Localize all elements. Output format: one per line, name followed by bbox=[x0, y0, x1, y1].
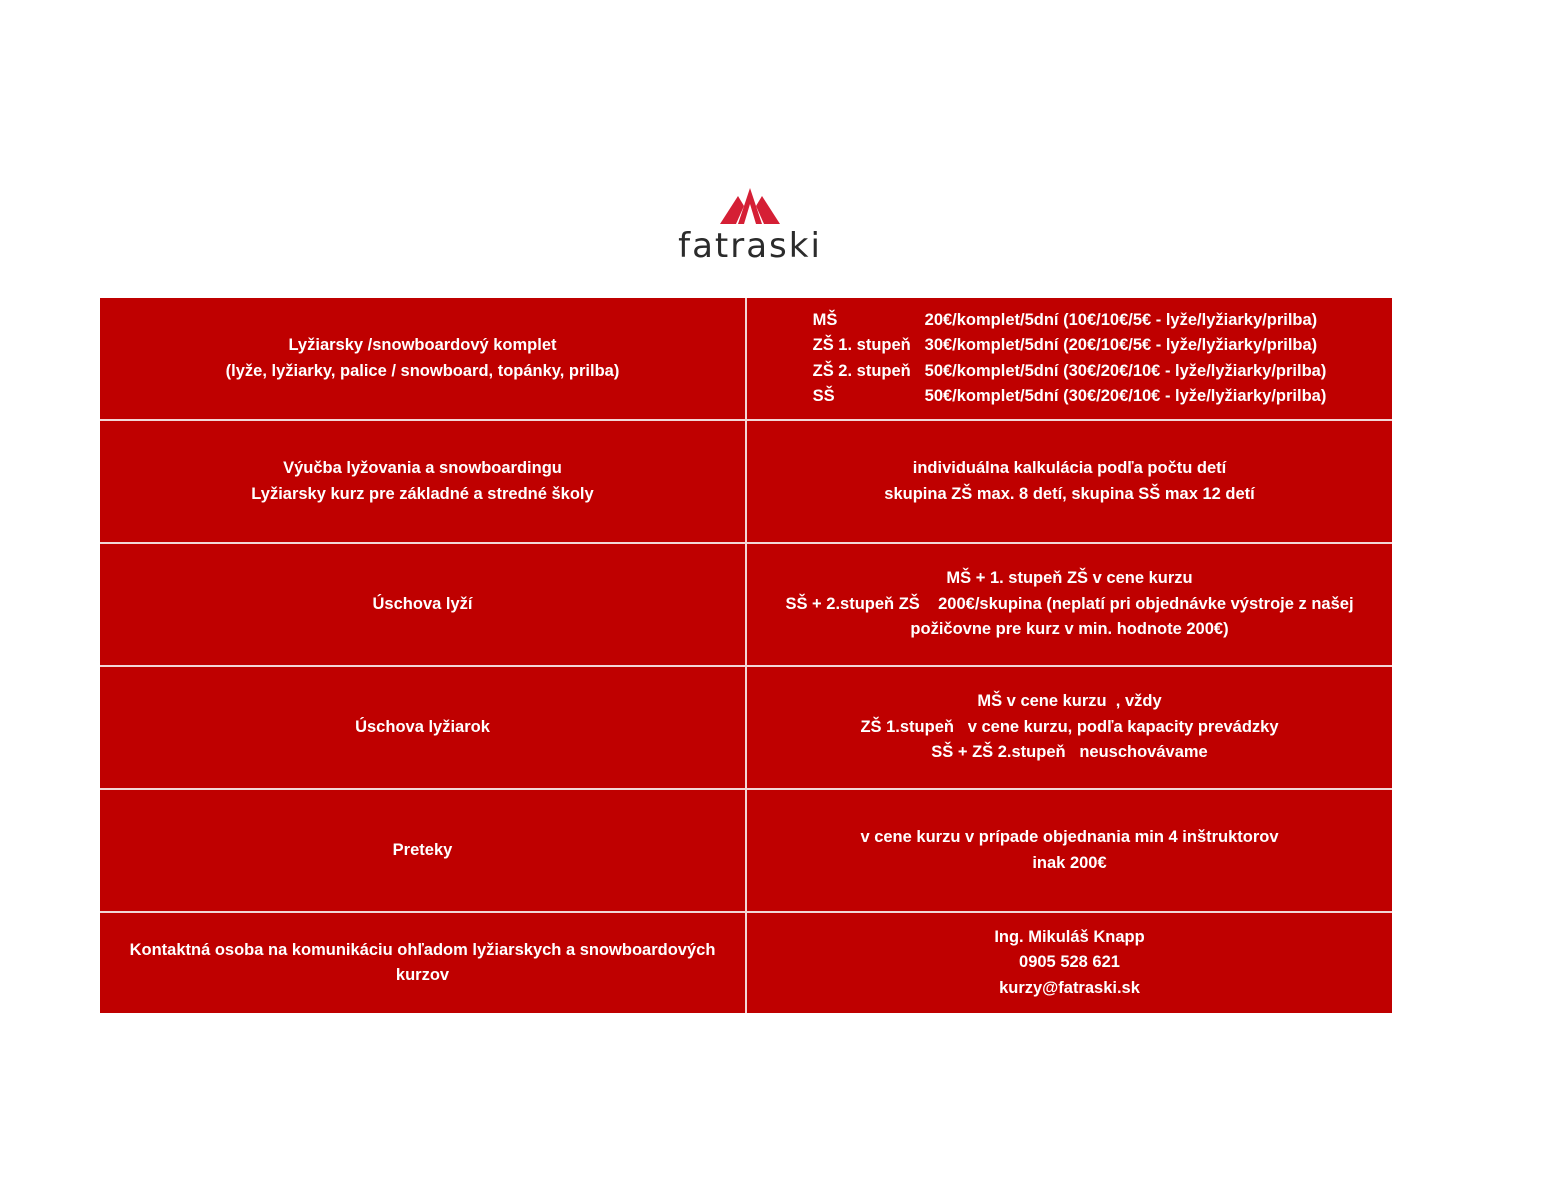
row-value: MŠ v cene kurzu , vždy ZŠ 1.stupeň v cene kurzu, podľa kapacity prevádzky SŠ + ZŠ 2.stupeň neuschovávame bbox=[746, 666, 1392, 789]
brand-name: fatraski bbox=[678, 226, 822, 266]
contact-phone[interactable]: 0905 528 621 bbox=[1019, 953, 1120, 972]
row-value bbox=[746, 298, 1392, 420]
table-row bbox=[100, 912, 1392, 1013]
brand-logo bbox=[660, 186, 840, 270]
table-row bbox=[100, 298, 1392, 420]
table-row bbox=[100, 789, 1392, 912]
row-label: Preteky bbox=[100, 789, 746, 912]
price-line: ZŠ 1. stupeň 30€/komplet/5dní (20€/10€/5€ - lyže/lyžiarky/prilba) bbox=[812, 336, 1318, 354]
row-value: MŠ + 1. stupeň ZŠ v cene kurzu SŠ + 2.stupeň ZŠ 200€/skupina (neplatí pri objednávke výstroje z našej požičovne pre kurz v min. hodnote 200€) bbox=[746, 543, 1392, 666]
contact-email[interactable]: kurzy@fatraski.sk bbox=[999, 978, 1140, 997]
price-list bbox=[813, 308, 1327, 410]
price-line: ZŠ 2. stupeň 50€/komplet/5dní (30€/20€/10€ - lyže/lyžiarky/prilba) bbox=[812, 361, 1327, 380]
row-label: Úschova lyžiarok bbox=[100, 666, 746, 789]
table-row bbox=[100, 543, 1392, 666]
row-label: Výučba lyžovania a snowboardingu Lyžiarsky kurz pre základné a stredné školy bbox=[100, 420, 746, 543]
price-table bbox=[100, 298, 1392, 1013]
row-value: v cene kurzu v prípade objednania min 4 inštruktorov inak 200€ bbox=[746, 789, 1392, 912]
row-value: individuálna kalkulácia podľa počtu detí skupina ZŠ max. 8 detí, skupina SŠ max 12 detí bbox=[746, 420, 1392, 543]
price-line: SŠ 50€/komplet/5dní (30€/20€/10€ - lyže/lyžiarky/prilba) bbox=[812, 387, 1327, 405]
table-row bbox=[100, 666, 1392, 789]
row-label: Úschova lyží bbox=[100, 543, 746, 666]
table-row bbox=[100, 420, 1392, 543]
row-label: Kontaktná osoba na komunikáciu ohľadom lyžiarskych a snowboardových kurzov bbox=[100, 912, 746, 1013]
contact-info bbox=[746, 912, 1392, 1013]
mountain-logo-icon bbox=[718, 186, 782, 226]
contact-name: Ing. Mikuláš Knapp bbox=[994, 927, 1145, 946]
row-label: Lyžiarsky /snowboardový komplet (lyže, lyžiarky, palice / snowboard, topánky, prilba) bbox=[100, 298, 746, 420]
price-line: MŠ 20€/komplet/5dní (10€/10€/5€ - lyže/lyžiarky/prilba) bbox=[812, 310, 1318, 329]
